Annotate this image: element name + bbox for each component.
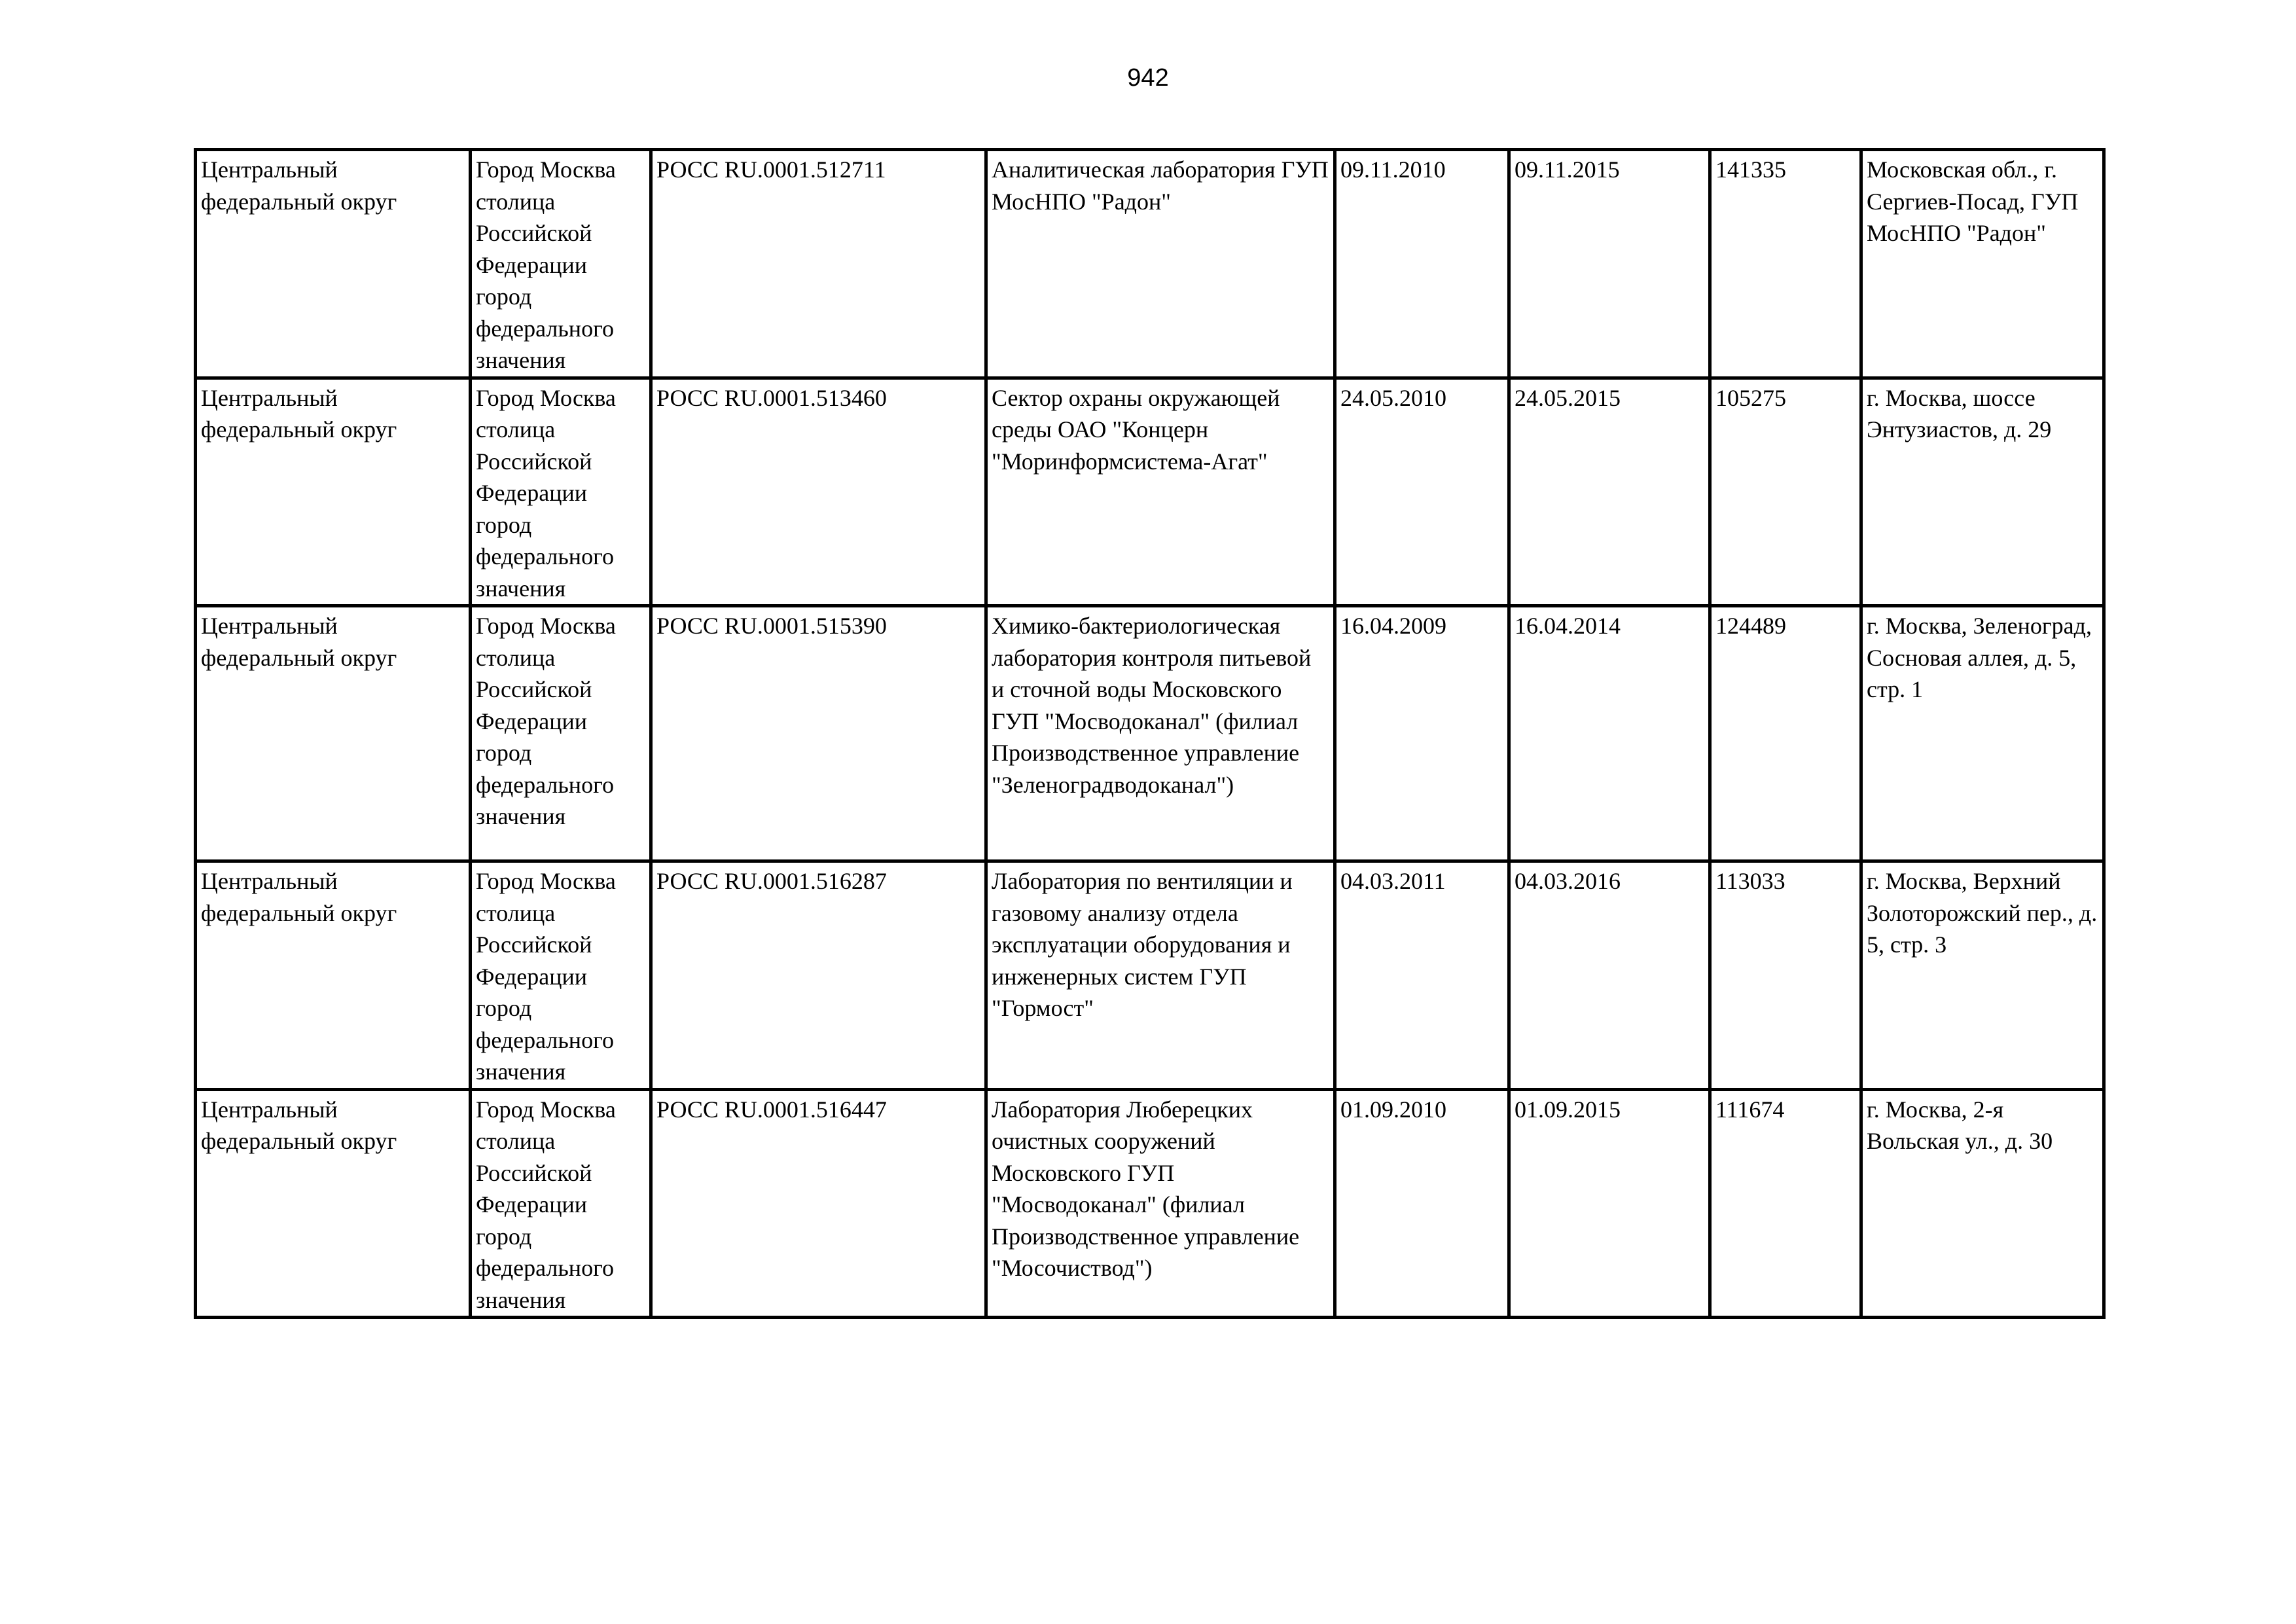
date-from-cell: 04.03.2011 [1335,861,1509,1090]
address-cell: г. Москва, 2-я Вольская ул., д. 30 [1861,1089,2104,1318]
date-from-cell: 16.04.2009 [1335,606,1509,861]
region-cell: Город Москва столица Российской Федерации город федерального значения [471,1089,651,1318]
postal-code-cell: 105275 [1710,378,1861,606]
district-cell: Центральный федеральный округ [196,378,471,606]
date-from-cell: 24.05.2010 [1335,378,1509,606]
postal-code-cell: 113033 [1710,861,1861,1090]
address-cell: г. Москва, Зеленоград, Сосновая аллея, д. 5, стр. 1 [1861,606,2104,861]
postal-code-cell: 141335 [1710,150,1861,378]
district-cell: Центральный федеральный округ [196,606,471,861]
postal-code-cell: 124489 [1710,606,1861,861]
table-row [196,861,2104,1090]
organization-cell: Химико-бактериологическая лаборатория контроля питьевой и сточной воды Московского ГУП "Мосводоканал" (филиал Производственное управление "Зеленоградводоканал") [986,606,1335,861]
date-to-cell: 04.03.2016 [1509,861,1710,1090]
address-cell: Московская обл., г. Сергиев-Посад, ГУП МосНПО "Радон" [1861,150,2104,378]
table-row [196,378,2104,606]
organization-cell: Лаборатория Люберецких очистных сооружений Московского ГУП "Мосводоканал" (филиал Производственное управление "Мосочиствод") [986,1089,1335,1318]
address-cell: г. Москва, шоссе Энтузиастов, д. 29 [1861,378,2104,606]
region-cell: Город Москва столица Российской Федерации город федерального значения [471,150,651,378]
table-row [196,606,2104,861]
accreditation-number-cell: РОСС RU.0001.516447 [651,1089,986,1318]
date-to-cell: 01.09.2015 [1509,1089,1710,1318]
date-to-cell: 24.05.2015 [1509,378,1710,606]
district-cell: Центральный федеральный округ [196,150,471,378]
region-cell: Город Москва столица Российской Федерации город федерального значения [471,606,651,861]
district-cell: Центральный федеральный округ [196,861,471,1090]
page-number: 942 [1127,64,1169,92]
accreditation-number-cell: РОСС RU.0001.516287 [651,861,986,1090]
accreditation-number-cell: РОСС RU.0001.515390 [651,606,986,861]
organization-cell: Аналитическая лаборатория ГУП МосНПО "Радон" [986,150,1335,378]
registry-table [194,148,2106,1319]
table-row [196,1089,2104,1318]
region-cell: Город Москва столица Российской Федерации город федерального значения [471,861,651,1090]
address-cell: г. Москва, Верхний Золоторожский пер., д. 5, стр. 3 [1861,861,2104,1090]
postal-code-cell: 111674 [1710,1089,1861,1318]
accreditation-number-cell: РОСС RU.0001.513460 [651,378,986,606]
organization-cell: Сектор охраны окружающей среды ОАО "Концерн "Моринформсистема-Агат" [986,378,1335,606]
organization-cell: Лаборатория по вентиляции и газовому анализу отдела эксплуатации оборудования и инженерных систем ГУП "Гормост" [986,861,1335,1090]
table-row [196,150,2104,378]
accreditation-number-cell: РОСС RU.0001.512711 [651,150,986,378]
date-to-cell: 16.04.2014 [1509,606,1710,861]
region-cell: Город Москва столица Российской Федерации город федерального значения [471,378,651,606]
date-to-cell: 09.11.2015 [1509,150,1710,378]
date-from-cell: 01.09.2010 [1335,1089,1509,1318]
district-cell: Центральный федеральный округ [196,1089,471,1318]
date-from-cell: 09.11.2010 [1335,150,1509,378]
